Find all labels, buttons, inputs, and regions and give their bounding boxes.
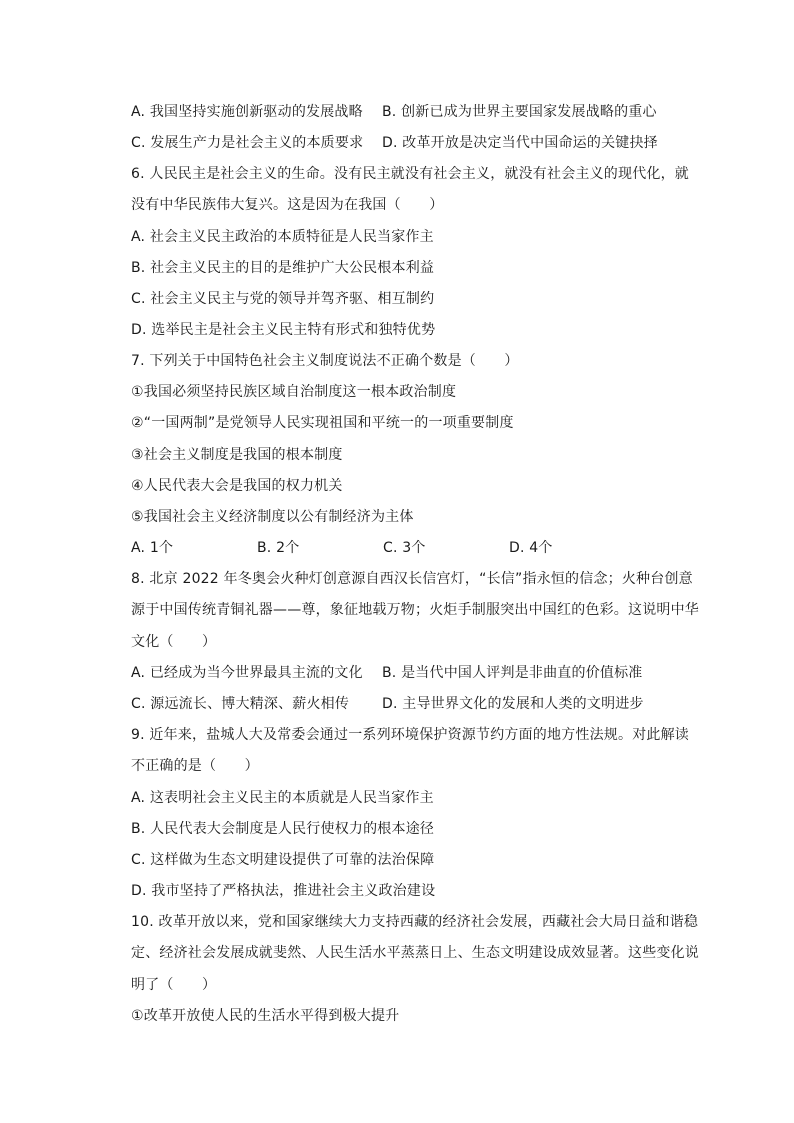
q6-option-d: D. 选举民主是社会主义民主特有形式和独特优势 xyxy=(131,322,436,338)
q7-statement-1: ①我国必须坚持民族区域自治制度这一根本政治制度 xyxy=(131,384,457,400)
q9-stem-line2: 不正确的是（ ） xyxy=(131,758,259,774)
q7-statement-2: ②“一国两制”是党领导人民实现祖国和平统一的一项重要制度 xyxy=(131,415,514,431)
q5-option-b: B. 创新已成为世界主要国家发展战略的重心 xyxy=(382,104,657,120)
q8-option-b: B. 是当代中国人评判是非曲直的价值标准 xyxy=(382,665,643,681)
q7-option-b: B. 2个 xyxy=(257,540,300,556)
q7-stem: 7. 下列关于中国特色社会主义制度说法不正确个数是（ ） xyxy=(131,353,519,369)
q9-option-d: D. 我市坚持了严格执法，推进社会主义政治建设 xyxy=(131,883,436,899)
q6-option-c: C. 社会主义民主与党的领导并驾齐驱、相互制约 xyxy=(131,291,435,307)
q8-option-d: D. 主导世界文化的发展和人类的文明进步 xyxy=(382,696,644,712)
q8-stem-line1: 8. 北京 2022 年冬奥会火种灯创意源自西汉长信宫灯，“长信”指永恒的信念；火种台创意 xyxy=(131,571,693,587)
q8-options-row1 xyxy=(131,664,643,682)
q8-option-a: A. 已经成为当今世界最具主流的文化 xyxy=(131,665,363,681)
q7-statement-4: ④人民代表大会是我国的权力机关 xyxy=(131,478,343,494)
q8-option-c: C. 源远流长、博大精深、薪火相传 xyxy=(131,696,350,712)
q7-option-d: D. 4个 xyxy=(509,540,553,556)
q9-option-b: B. 人民代表大会制度是人民行使权力的根本途径 xyxy=(131,821,435,837)
q5-options-row1 xyxy=(131,103,657,121)
q7-options xyxy=(131,539,635,557)
q6-option-a: A. 社会主义民主政治的本质特征是人民当家作主 xyxy=(131,229,434,245)
q9-stem-line1: 9. 近年来，盐城人大及常委会通过一系列环境保护资源节约方面的地方性法规。对此解读 xyxy=(131,727,690,743)
q5-option-a: A. 我国坚持实施创新驱动的发展战略 xyxy=(131,104,363,120)
q5-option-d: D. 改革开放是决定当代中国命运的关键抉择 xyxy=(382,135,658,151)
q9-option-a: A. 这表明社会主义民主的本质就是人民当家作主 xyxy=(131,790,434,806)
q10-statement-1: ①改革开放使人民的生活水平得到极大提升 xyxy=(131,1008,400,1024)
q5-option-c: C. 发展生产力是社会主义的本质要求 xyxy=(131,135,364,151)
q6-stem-line2: 没有中华民族伟大复兴。这是因为在我国（ ） xyxy=(131,197,444,213)
q5-options-row2 xyxy=(131,134,658,152)
q7-statement-5: ⑤我国社会主义经济制度以公有制经济为主体 xyxy=(131,509,414,525)
q10-stem-line2: 定、经济社会发展成就斐然、人民生活水平蒸蒸日上、生态文明建设成效显著。这些变化说 xyxy=(131,945,699,961)
q8-stem-line3: 文化（ ） xyxy=(131,634,217,650)
q8-stem-line2: 源于中国传统青铜礼器——尊，象征地载万物；火炬手制服突出中国红的色彩。这说明中华 xyxy=(131,602,699,618)
q7-option-c: C. 3个 xyxy=(383,540,426,556)
q7-statement-3: ③社会主义制度是我国的根本制度 xyxy=(131,447,343,463)
q7-option-a: A. 1个 xyxy=(131,540,174,556)
q10-stem-line3: 明了（ ） xyxy=(131,977,217,993)
q6-option-b: B. 社会主义民主的目的是维护广大公民根本利益 xyxy=(131,260,435,276)
q10-stem-line1: 10. 改革开放以来，党和国家继续大力支持西藏的经济社会发展，西藏社会大局日益和谐稳 xyxy=(131,914,699,930)
q9-option-c: C. 这样做为生态文明建设提供了可靠的法治保障 xyxy=(131,852,435,868)
q8-options-row2 xyxy=(131,695,644,713)
q6-stem-line1: 6. 人民民主是社会主义的生命。没有民主就没有社会主义，就没有社会主义的现代化，就 xyxy=(131,166,690,182)
